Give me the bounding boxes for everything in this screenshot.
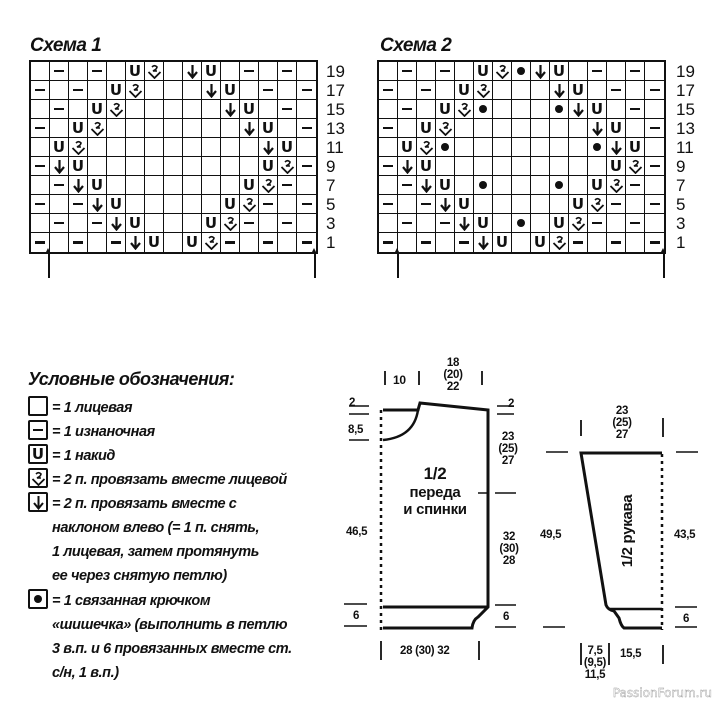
yarn-over-icon: U (419, 118, 433, 137)
yarn-over-icon: U (128, 213, 142, 232)
legend-item-ssk: = 2 п. провязать вместе с (28, 492, 236, 516)
yarn-over-icon: U (571, 194, 585, 213)
row-number: 19 (676, 62, 695, 81)
yarn-over-icon: U (628, 137, 642, 156)
sleeve-cuff-width-label: 15,5 (620, 648, 642, 660)
row-number: 7 (676, 176, 686, 195)
rib-left-label: 6 (353, 610, 360, 622)
yarn-over-icon: U (204, 213, 218, 232)
yarn-over-icon: U (457, 194, 471, 213)
yarn-over-icon: U (90, 175, 104, 194)
row-number: 3 (326, 214, 336, 233)
sleeve-cuff-label: 6 (683, 613, 690, 625)
legend-item-knit: = 1 лицевая (28, 396, 132, 420)
yarn-over-icon: U (28, 444, 48, 464)
row-number: 3 (676, 214, 686, 233)
legend-item-purl: = 1 изнаночная (28, 420, 155, 444)
bottom-width-label: 28 (30) 32 (400, 645, 450, 657)
yarn-over-icon: U (71, 118, 85, 137)
yarn-over-icon: U (438, 175, 452, 194)
sleeve-top-width-label: 23 (25) 27 (612, 405, 632, 441)
legend-ssk-line-3: 1 лицевая, затем протянуть (52, 544, 259, 560)
row-number: 19 (326, 62, 345, 81)
legend-bobble-line-2: «шишечка» (выполнить в петлю (52, 617, 288, 633)
yarn-over-icon: U (90, 99, 104, 118)
yarn-over-icon: U (419, 156, 433, 175)
row-number: 11 (326, 138, 344, 157)
yarn-over-icon: U (457, 80, 471, 99)
legend-item-yarn-over: U = 1 накид (28, 444, 115, 468)
legend-item-k2tog: = 2 п. провязать вместе лицевой (28, 468, 287, 492)
body-piece-label: 1/2 переда и спинки (403, 464, 467, 518)
legend-bobble-line-3: 3 в.п. и 6 провязанных вместе ст. (52, 641, 292, 657)
yarn-over-icon: U (204, 61, 218, 80)
row-number: 1 (326, 233, 336, 252)
yarn-over-icon: U (223, 80, 237, 99)
neck-depth-label: 8,5 (348, 424, 364, 436)
rib-right-label: 6 (503, 611, 510, 623)
yarn-over-icon: U (552, 61, 566, 80)
yarn-over-icon: U (400, 137, 414, 156)
sleeve-piece-label: 1/2 рукава (619, 494, 636, 568)
row-number: 5 (326, 195, 336, 214)
shoulder-slope-right-label: 2 (508, 398, 515, 410)
row-number: 9 (326, 157, 336, 176)
row-number: 7 (326, 176, 336, 195)
row-number: 9 (676, 157, 686, 176)
row-number: 15 (676, 100, 695, 119)
neck-width-label: 10 (393, 373, 406, 387)
yarn-over-icon: U (438, 99, 452, 118)
yarn-over-icon: U (533, 233, 547, 251)
legend-title: Условные обозначения: (28, 369, 235, 389)
yarn-over-icon: U (280, 137, 294, 156)
armhole-depth-label: 23 (25) 27 (498, 431, 518, 467)
legend-bobble-line-4: с/н, 1 в.п.) (52, 665, 119, 681)
yarn-over-icon: U (609, 156, 623, 175)
yarn-over-icon: U (109, 194, 123, 213)
yarn-over-icon: U (476, 213, 490, 232)
shoulder-width-label: 18 (20) 22 (443, 357, 463, 393)
yarn-over-icon: U (223, 194, 237, 213)
legend-ssk-line-4: ее через снятую петлю) (52, 568, 227, 584)
row-number: 11 (676, 138, 694, 157)
yarn-over-icon: U (261, 156, 275, 175)
yarn-over-icon: U (571, 80, 585, 99)
row-number: 1 (676, 233, 686, 252)
sleeve-cuff-offset-label: 7,5 (9,5) 11,5 (583, 645, 607, 681)
yarn-over-icon: U (242, 99, 256, 118)
yarn-over-icon: U (128, 61, 142, 80)
row-number: 13 (676, 119, 695, 138)
legend-item-bobble: = 1 связанная крючком (28, 589, 210, 613)
sleeve-outer-length-label: 49,5 (540, 529, 562, 541)
yarn-over-icon: U (609, 118, 623, 137)
sleeve-inner-length-label: 43,5 (674, 529, 696, 541)
yarn-over-icon: U (147, 233, 161, 251)
yarn-over-icon: U (495, 233, 509, 251)
side-length-label: 32 (30) 28 (499, 531, 519, 567)
yarn-over-icon: U (71, 156, 85, 175)
row-number: 15 (326, 100, 345, 119)
row-number: 17 (326, 81, 345, 100)
row-number: 17 (676, 81, 695, 100)
legend-ssk-line-2: наклоном влево (= 1 п. снять, (52, 520, 260, 536)
yarn-over-icon: U (590, 175, 604, 194)
watermark: PassionForum.ru (612, 686, 712, 700)
total-length-label: 46,5 (346, 526, 368, 538)
shoulder-slope-left-label: 2 (349, 397, 356, 409)
yarn-over-icon: U (552, 213, 566, 232)
scheme-2-title: Схема 2 (380, 35, 452, 56)
yarn-over-icon: U (185, 233, 199, 251)
yarn-over-icon: U (476, 61, 490, 80)
yarn-over-icon: U (109, 80, 123, 99)
scheme-1-title: Схема 1 (30, 35, 102, 56)
yarn-over-icon: U (261, 118, 275, 137)
yarn-over-icon: U (242, 175, 256, 194)
yarn-over-icon: U (590, 99, 604, 118)
yarn-over-icon: U (52, 137, 66, 156)
row-number: 13 (326, 119, 345, 138)
row-number: 5 (676, 195, 686, 214)
